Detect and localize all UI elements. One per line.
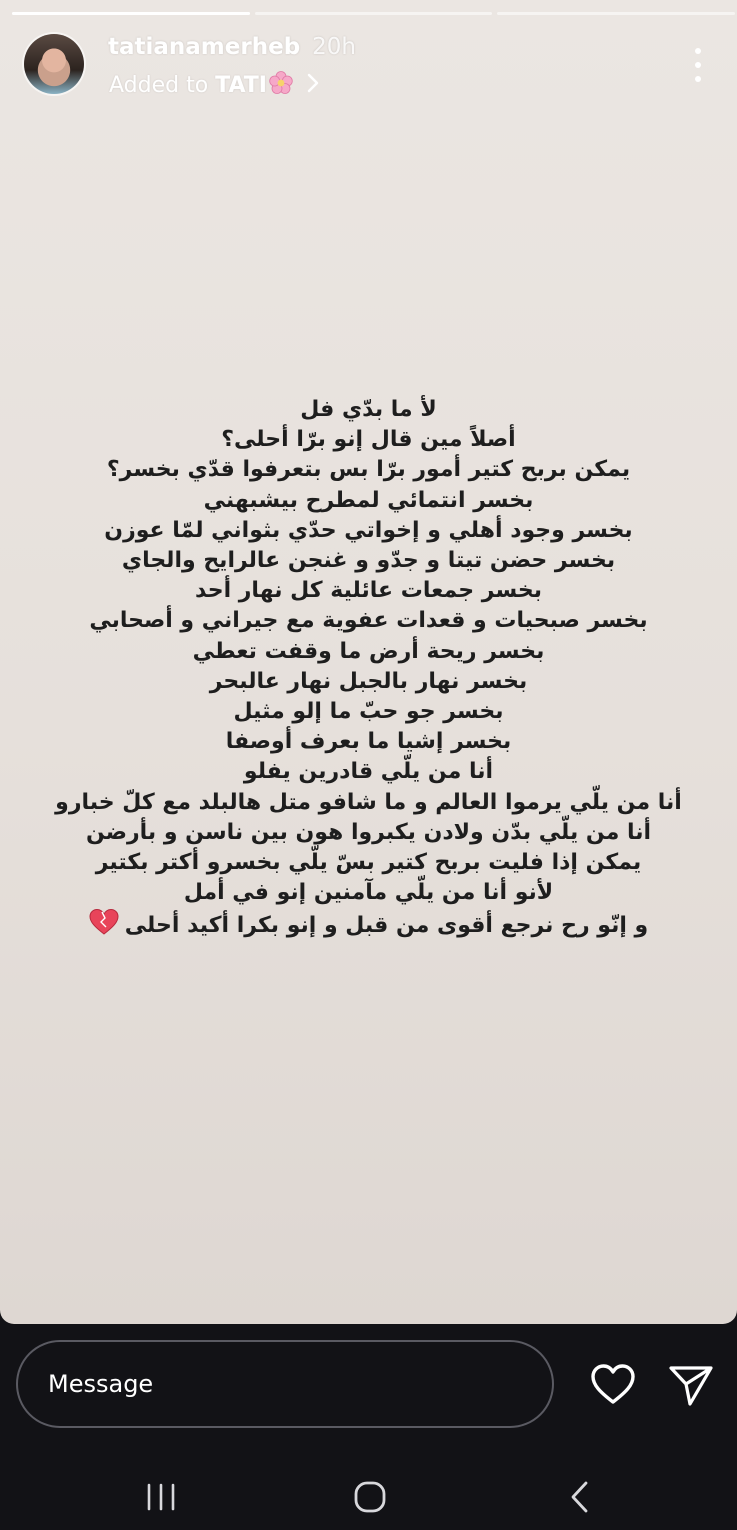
chevron-right-icon[interactable]: [306, 71, 320, 101]
highlight-name[interactable]: TATI: [215, 73, 267, 98]
story-header: [22, 28, 715, 100]
poem-line: بخسر وجود أهلي و إخواتي حدّي بثواني لمّا عوزن: [104, 517, 633, 543]
like-heart-icon[interactable]: [588, 1362, 638, 1408]
poem-line: و إنّو رح نرجع أقوى من قبل و إنو بكرا أكيد أحلى: [124, 913, 649, 939]
poem-line: أنا من يلّي بدّن ولادن يكبروا هون بين ناسن و بأرضن: [85, 819, 652, 845]
poem-line: بخسر إشيا ما بعرف أوصفا: [225, 729, 512, 755]
poem-line: يمكن بربح كتير أمور برّا بس بتعرفوا قدّي بخسر؟: [106, 457, 631, 483]
avatar[interactable]: [24, 34, 84, 94]
message-input[interactable]: [16, 1340, 554, 1428]
poem-line: أصلاً مين قال إنو برّا أحلى؟: [221, 427, 516, 453]
poem-line: لأ ما بدّي فل: [300, 397, 437, 422]
poem-line: بخسر صبحيات و قعدات عفوية مع جيراني و أصحابي: [89, 608, 648, 634]
poem-line: بخسر ريحة أرض ما وقفت تعطي: [192, 638, 545, 664]
system-nav-bar: [0, 1464, 737, 1530]
username[interactable]: tatianamerheb: [108, 34, 301, 60]
poem-line: بخسر انتمائي لمطرح بيشبهني: [203, 487, 534, 513]
progress-segment: [255, 12, 493, 15]
poem-line: بخسر حضن تيتا و جدّو و غنجن عالرايح والجاي: [121, 548, 616, 574]
poem-line-last: [40, 908, 697, 945]
back-icon[interactable]: [566, 1480, 596, 1514]
poem-line: بخسر جمعات عائلية كل نهار أحد: [195, 578, 542, 604]
progress-fill: [12, 12, 250, 15]
progress-segment: [12, 12, 250, 15]
story-text: [40, 395, 697, 946]
poem-line: يمكن إذا فليت بربح كتير بسّ يلّي بخسرو أكتر بكتير: [95, 850, 642, 876]
send-icon[interactable]: [666, 1362, 716, 1408]
progress-segment: [497, 12, 735, 15]
post-time: 20h: [312, 34, 356, 60]
story-progress: [12, 12, 735, 15]
poem-line: لأنو أنا من يلّي مآمنين إنو في أمل: [183, 880, 554, 906]
poem-line: أنا من يلّي قادرين يفلو: [243, 759, 494, 785]
poem-line: أنا من يلّي يرموا العالم و ما شافو متل هالبلد مع كلّ خبارو: [55, 789, 682, 815]
recent-apps-icon[interactable]: [143, 1482, 179, 1512]
more-options-icon[interactable]: [693, 48, 703, 82]
poem-line: بخسر جو حبّ ما إلو مثيل: [233, 699, 504, 725]
username-row[interactable]: [108, 34, 356, 60]
added-prefix: Added to: [109, 73, 209, 98]
poem-line: بخسر نهار بالجبل نهار عالبحر: [209, 668, 528, 694]
flower-icon: [268, 70, 294, 102]
home-icon[interactable]: [352, 1480, 388, 1514]
heart-icon: [89, 908, 119, 945]
highlight-link[interactable]: [109, 70, 320, 102]
